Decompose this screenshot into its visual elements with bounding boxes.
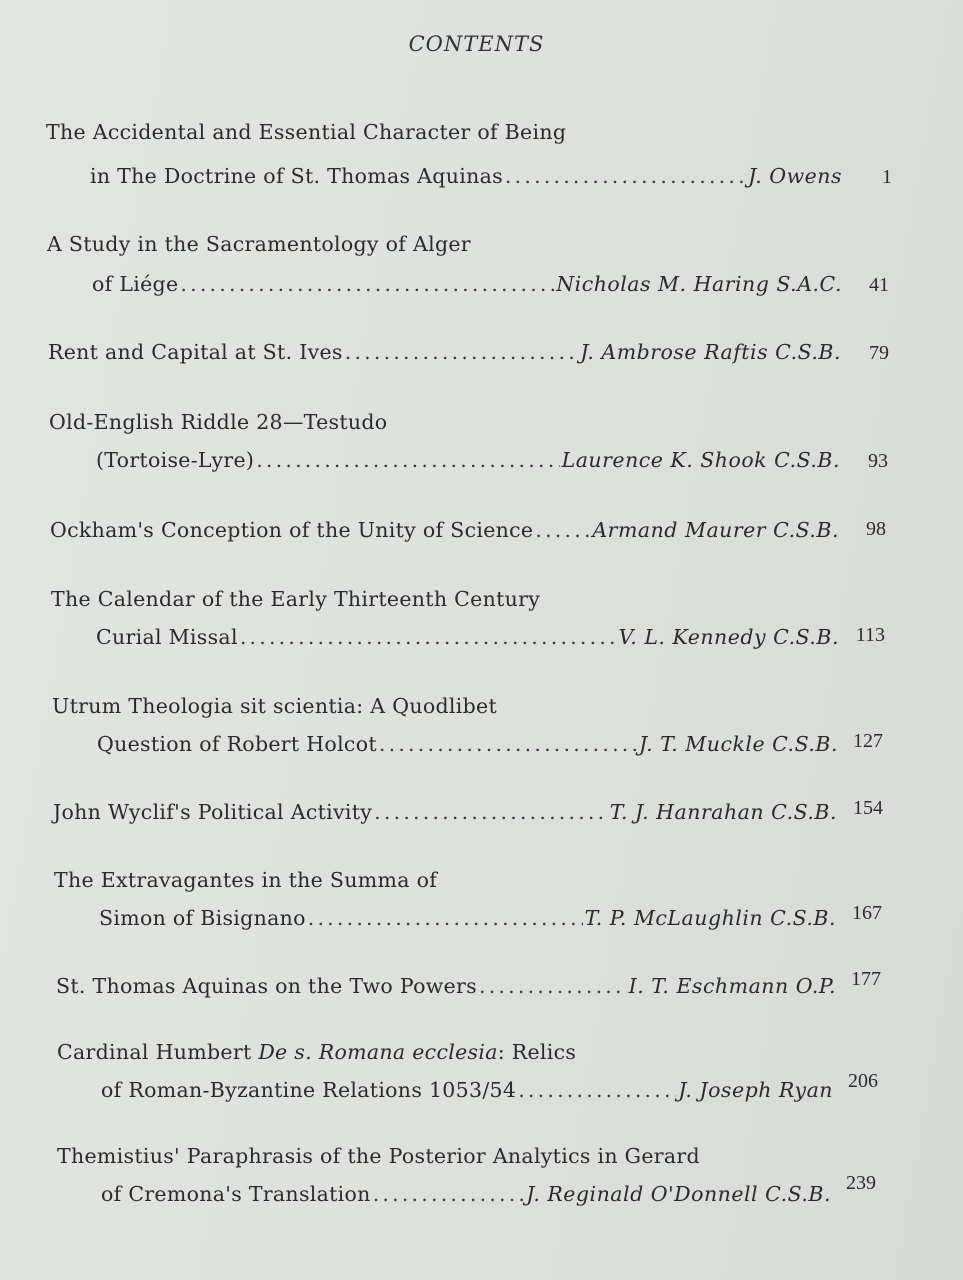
toc-entry[interactable] bbox=[53, 800, 837, 824]
entry-title-part: : Relics bbox=[497, 1040, 577, 1064]
entry-title-part: Cardinal Humbert bbox=[57, 1040, 259, 1064]
entry-page-number: 177 bbox=[851, 968, 881, 990]
entry-title-line: The Extravagantes in the Summa of bbox=[54, 868, 438, 892]
entry-title: St. Thomas Aquinas on the Two Powers bbox=[56, 974, 477, 998]
entry-page-number: 1 bbox=[882, 166, 892, 188]
entry-title-continuation: of Liége bbox=[92, 272, 179, 296]
entry-title-continuation: Curial Missal bbox=[96, 625, 238, 649]
entry-title-line: A Study in the Sacramentology of Alger bbox=[47, 232, 471, 256]
toc-entry[interactable] bbox=[99, 906, 836, 930]
toc-entry[interactable] bbox=[97, 732, 838, 756]
entry-title-line: The Calendar of the Early Thirteenth Century bbox=[51, 587, 541, 611]
entry-author: J. T. Muckle C.S.B. bbox=[638, 732, 838, 756]
entry-title-continuation: Question of Robert Holcot bbox=[97, 732, 377, 756]
entry-title-continuation: Simon of Bisignano bbox=[99, 906, 306, 930]
toc-entry[interactable] bbox=[56, 974, 836, 998]
entry-title-line: Themistius' Paraphrasis of the Posterior Analytics in Gerard bbox=[57, 1144, 700, 1168]
entry-page-number: 98 bbox=[866, 518, 886, 540]
leader-dots bbox=[345, 340, 579, 364]
page-title: CONTENTS bbox=[408, 32, 545, 56]
entry-title: Ockham's Conception of the Unity of Science bbox=[50, 518, 534, 542]
leader-dots bbox=[240, 625, 617, 649]
entry-title-continuation: in The Doctrine of St. Thomas Aquinas bbox=[90, 164, 503, 188]
leader-dots bbox=[518, 1078, 676, 1102]
leader-dots bbox=[308, 906, 583, 930]
leader-dots bbox=[373, 1182, 525, 1206]
toc-entry[interactable] bbox=[101, 1182, 831, 1206]
leader-dots bbox=[374, 800, 608, 824]
entry-title: John Wyclif's Political Activity bbox=[53, 800, 373, 824]
entry-title-line: Old-English Riddle 28—Testudo bbox=[49, 410, 388, 434]
toc-entry[interactable] bbox=[48, 340, 841, 364]
leader-dots bbox=[256, 448, 559, 472]
leader-dots bbox=[180, 272, 554, 296]
toc-entry[interactable] bbox=[90, 164, 842, 188]
entry-page-number: 93 bbox=[868, 450, 888, 472]
entry-author: J. Ambrose Raftis C.S.B. bbox=[580, 340, 841, 364]
entry-author: T. J. Hanrahan C.S.B. bbox=[609, 800, 837, 824]
toc-entry[interactable] bbox=[92, 272, 842, 296]
entry-author: Armand Maurer C.S.B. bbox=[592, 518, 839, 542]
leader-dots bbox=[505, 164, 746, 188]
entry-page-number: 239 bbox=[846, 1172, 876, 1194]
entry-title-italic: De s. Romana ecclesia bbox=[258, 1040, 498, 1064]
entry-author: J. Joseph Ryan bbox=[678, 1078, 833, 1102]
entry-author: T. P. McLaughlin C.S.B. bbox=[584, 906, 836, 930]
entry-title: Rent and Capital at St. Ives bbox=[48, 340, 343, 364]
toc-entry[interactable] bbox=[96, 448, 840, 472]
leader-dots bbox=[479, 974, 627, 998]
toc-entry[interactable] bbox=[101, 1078, 833, 1102]
entry-title-continuation: of Cremona's Translation bbox=[101, 1182, 371, 1206]
entry-page-number: 167 bbox=[852, 902, 882, 924]
entry-title-continuation: of Roman-Byzantine Relations 1053/54 bbox=[101, 1078, 517, 1102]
entry-title-line bbox=[57, 1040, 576, 1064]
entry-author: J. Owens bbox=[748, 164, 842, 188]
toc-entry[interactable] bbox=[96, 625, 839, 649]
entry-page-number: 127 bbox=[853, 730, 883, 752]
toc-entry[interactable] bbox=[50, 518, 839, 542]
entry-author: Nicholas M. Haring S.A.C. bbox=[556, 272, 842, 296]
entry-author: V. L. Kennedy C.S.B. bbox=[618, 625, 839, 649]
entry-author: I. T. Eschmann O.P. bbox=[628, 974, 836, 998]
entry-author: Laurence K. Shook C.S.B. bbox=[561, 448, 840, 472]
entry-title-line: Utrum Theologia sit scientia: A Quodlibet bbox=[52, 694, 498, 718]
leader-dots bbox=[535, 518, 590, 542]
entry-title-line: The Accidental and Essential Character of Being bbox=[46, 120, 567, 144]
entry-page-number: 206 bbox=[848, 1070, 878, 1092]
entry-page-number: 113 bbox=[855, 624, 885, 646]
entry-page-number: 79 bbox=[869, 342, 889, 364]
entry-page-number: 154 bbox=[853, 797, 883, 819]
entry-page-number: 41 bbox=[869, 274, 889, 296]
leader-dots bbox=[379, 732, 637, 756]
entry-title-continuation: (Tortoise-Lyre) bbox=[96, 448, 255, 472]
entry-author: J. Reginald O'Donnell C.S.B. bbox=[526, 1182, 831, 1206]
